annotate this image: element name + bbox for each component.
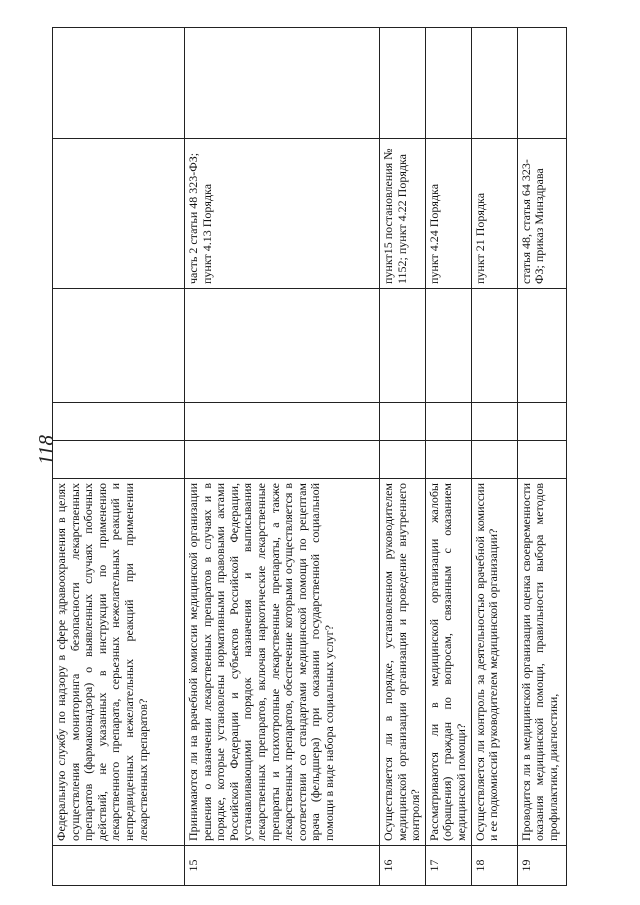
row-number: 15 <box>185 846 380 886</box>
note-cell <box>380 28 426 139</box>
answer-na-cell <box>380 289 426 403</box>
row-number: 18 <box>471 846 517 886</box>
row-number: 19 <box>517 846 566 886</box>
answer-na-cell <box>425 289 471 403</box>
row-number: 17 <box>425 846 471 886</box>
answer-na-cell <box>517 289 566 403</box>
answer-na-cell <box>185 289 380 403</box>
row-reference: пункт 21 Порядка <box>471 139 517 289</box>
row-question: Проводится ли в медицинской организации оценка своевременности оказания медицинской помощи, правильности выбора методов профилактики, диагностики, <box>517 479 566 846</box>
row-reference: пункт 4.24 Порядка <box>425 139 471 289</box>
table-row <box>471 28 517 886</box>
note-cell <box>53 28 185 139</box>
row-question: Федеральную службу по надзору в сфере здравоохранения в целях осуществления мониторинга безопасности лекарственных препаратов (фармаконадзора) о выявленных случаях побочных действий, не указанных в инструкции по применению лекарственного препарата, серьезных нежелательных реакций и непредвиденных нежелательных реакций при применении лекарственных препаратов? <box>53 479 185 846</box>
table-row <box>425 28 471 886</box>
answer-na-cell <box>53 289 185 403</box>
note-cell <box>425 28 471 139</box>
answer-yes-cell <box>517 441 566 479</box>
row-question: Принимаются ли на врачебной комиссии медицинской организации решения о назначении лекарственных препаратов в случаях и в порядке, которые установлены нормативными правовыми актами Российской Федерации и субъектов Российской Федерации, устанавливающими порядок назначения и выписывания лекарственных препаратов, включая наркотические лекарственные препараты и психотропные лекарственные препараты, а также лекарственных препаратов, обеспечение которыми осуществляется в соответствии со стандартами медицинской помощи по рецептам врача (фельдшера) при оказании государственной социальной помощи в виде набора социальных услуг? <box>185 479 380 846</box>
row-reference: пункт15 постановления № 1152; пункт 4.22 Порядка <box>380 139 426 289</box>
answer-yes-cell <box>425 441 471 479</box>
row-reference: часть 2 статьи 48 323-ФЗ; пункт 4.13 Порядка <box>185 139 380 289</box>
table-row <box>380 28 426 886</box>
note-cell <box>517 28 566 139</box>
row-question: Осуществляется ли контроль за деятельностью врачебной комиссии и ее подкомиссий руководителем медицинской организации? <box>471 479 517 846</box>
answer-yes-cell <box>53 441 185 479</box>
page-number: 118 <box>33 435 58 465</box>
checklist-table-rotated <box>52 28 567 886</box>
table-row <box>185 28 380 886</box>
row-reference: статья 48, статья 64 323-ФЗ; приказ Минздрава <box>517 139 566 289</box>
row-reference <box>53 139 185 289</box>
row-number: 16 <box>380 846 426 886</box>
table-row <box>517 28 566 886</box>
table-row <box>53 28 185 886</box>
note-cell <box>185 28 380 139</box>
row-question: Рассматриваются ли в медицинской организации жалобы (обращения) граждан по вопросам, связанным с оказанием медицинской помощи? <box>425 479 471 846</box>
note-cell <box>471 28 517 139</box>
row-question: Осуществляется ли в порядке, установленном руководителем медицинской организации организация и проведение внутреннего контроля? <box>380 479 426 846</box>
answer-no-cell <box>380 403 426 441</box>
answer-yes-cell <box>185 441 380 479</box>
checklist-table <box>52 27 567 886</box>
answer-no-cell <box>517 403 566 441</box>
answer-no-cell <box>471 403 517 441</box>
answer-yes-cell <box>380 441 426 479</box>
answer-yes-cell <box>471 441 517 479</box>
row-number <box>53 846 185 886</box>
answer-no-cell <box>185 403 380 441</box>
answer-na-cell <box>471 289 517 403</box>
answer-no-cell <box>53 403 185 441</box>
answer-no-cell <box>425 403 471 441</box>
